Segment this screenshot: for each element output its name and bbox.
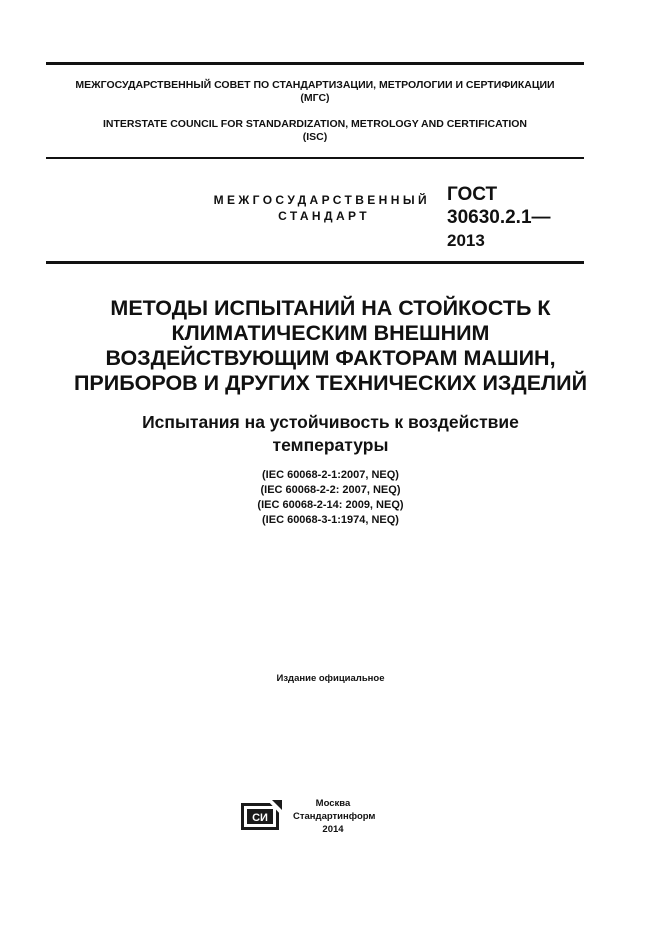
- council-en-line: INTERSTATE COUNCIL FOR STANDARDIZATION, METROLOGY AND CERTIFICATION: [102, 118, 528, 130]
- reference-item: (IEC 60068-3-1:1974, NEQ): [262, 514, 399, 526]
- reference-item: (IEC 60068-2-2: 2007, NEQ): [260, 484, 401, 496]
- standartinform-logo-icon: [241, 800, 282, 831]
- council-name-ru: [46, 79, 584, 105]
- gost-prefix: ГОСТ: [447, 184, 498, 205]
- council-name-en: [46, 118, 584, 144]
- gost-number: 30630.2.1—: [447, 207, 551, 228]
- middle-rule: [46, 157, 584, 159]
- reference-item: (IEC 60068-2-1:2007, NEQ): [262, 469, 399, 481]
- title-line: ВОЗДЕЙСТВУЮЩИМ ФАКТОРАМ МАШИН,: [105, 346, 556, 370]
- council-ru-abbr: (МГС): [300, 92, 330, 104]
- title-line: КЛИМАТИЧЕСКИМ ВНЕШНИМ: [171, 321, 490, 345]
- title-line: ПРИБОРОВ И ДРУГИХ ТЕХНИЧЕСКИХ ИЗДЕЛИЙ: [73, 371, 588, 395]
- subtitle-line: Испытания на устойчивость к воздействие: [142, 412, 519, 432]
- gost-year: 2013: [447, 231, 485, 250]
- edition-note: Издание официальное: [276, 673, 385, 684]
- title-line: МЕТОДЫ ИСПЫТАНИЙ НА СТОЙКОСТЬ К: [110, 296, 551, 320]
- document-title: [20, 296, 641, 396]
- logo-text: СИ: [252, 812, 268, 824]
- publisher-city: Москва: [315, 798, 351, 809]
- standard-label-line1: МЕЖГОСУДАРСТВЕННЫЙ: [213, 193, 430, 207]
- subtitle-line: температуры: [272, 435, 389, 455]
- document-subtitle: [40, 411, 621, 457]
- council-ru-line: МЕЖГОСУДАРСТВЕННЫЙ СОВЕТ ПО СТАНДАРТИЗАЦИИ, МЕТРОЛОГИИ И СЕРТИФИКАЦИИ: [75, 79, 555, 91]
- standard-type-label: [150, 192, 430, 224]
- publisher-block: [293, 797, 376, 836]
- iec-references: [100, 468, 561, 528]
- council-en-abbr: (ISC): [302, 131, 328, 143]
- standard-label-line2: СТАНДАРТ: [278, 209, 370, 223]
- top-rule: [46, 62, 584, 65]
- bottom-rule: [46, 261, 584, 264]
- reference-item: (IEC 60068-2-14: 2009, NEQ): [257, 499, 404, 511]
- publisher-name: Стандартинформ: [293, 811, 376, 822]
- standard-designation: [447, 183, 551, 252]
- publisher-year: 2014: [322, 824, 344, 835]
